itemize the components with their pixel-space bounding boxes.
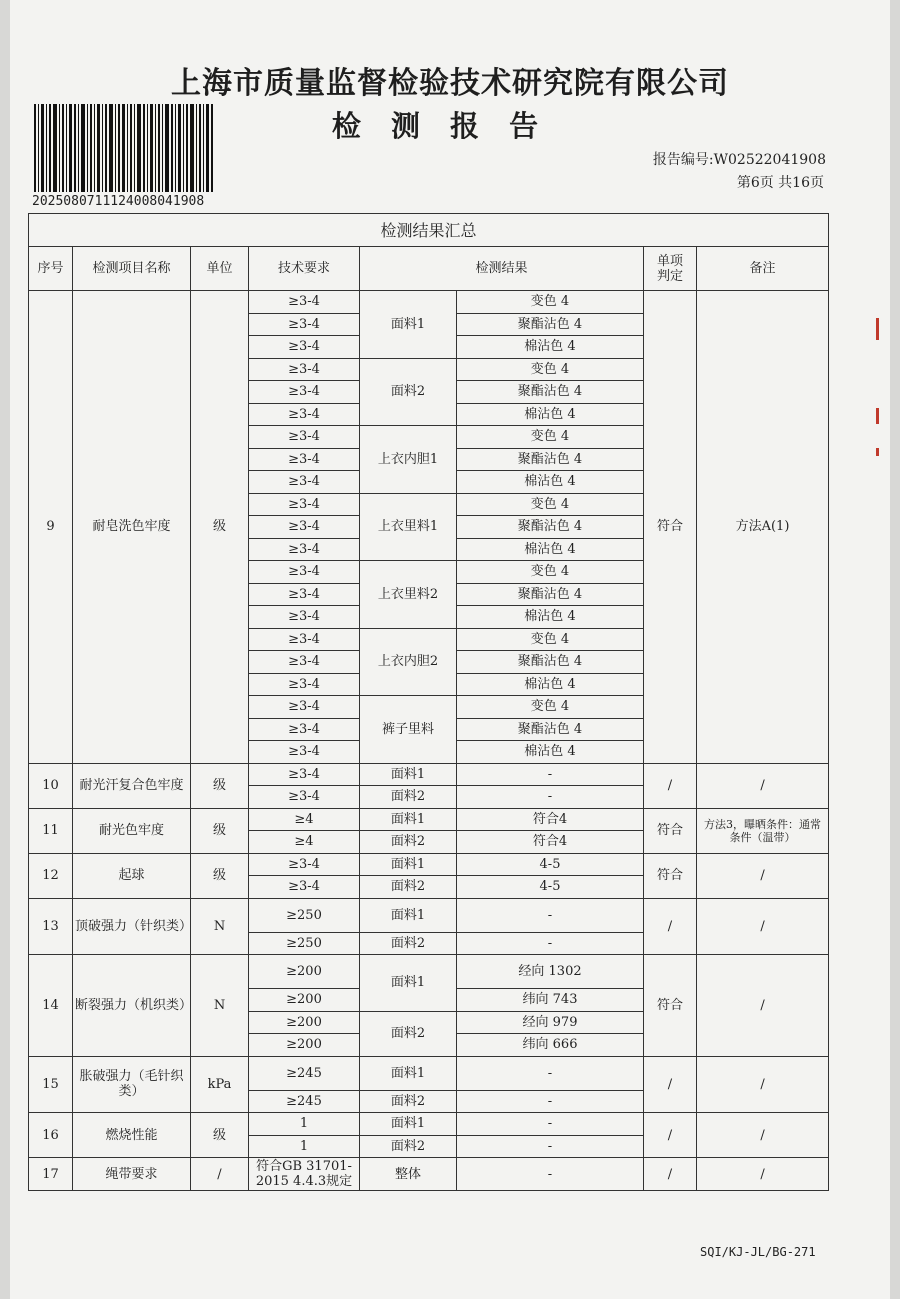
judgement-cell: 符合: [644, 853, 697, 898]
result-cell: -: [457, 1056, 644, 1090]
sample-cell: 裤子里料: [360, 696, 457, 764]
stamp-mark: [876, 448, 879, 456]
result-cell: -: [457, 932, 644, 955]
sample-cell: 面料2: [360, 1090, 457, 1113]
result-cell: -: [457, 898, 644, 932]
judgement-cell: 符合: [644, 808, 697, 853]
page-info: 第6页 共16页: [736, 175, 824, 191]
seq-cell: 13: [29, 898, 73, 955]
note-cell: /: [697, 853, 829, 898]
unit-cell: /: [191, 1158, 249, 1191]
sample-cell: 面料2: [360, 358, 457, 426]
requirement-cell: ≥3-4: [249, 696, 360, 719]
item-name-cell: 燃烧性能: [73, 1113, 191, 1158]
header-unit: 单位: [191, 247, 249, 291]
result-cell: 棉沾色 4: [457, 336, 644, 359]
seq-cell: 16: [29, 1113, 73, 1158]
barcode-number: 2025080711124008041908: [32, 194, 205, 209]
result-cell: 棉沾色 4: [457, 673, 644, 696]
note-cell: /: [697, 1113, 829, 1158]
seq-cell: 10: [29, 763, 73, 808]
result-cell: 4-5: [457, 853, 644, 876]
requirement-cell: ≥3-4: [249, 313, 360, 336]
unit-cell: 级: [191, 1113, 249, 1158]
sample-cell: 面料1: [360, 955, 457, 1012]
result-cell: 变色 4: [457, 358, 644, 381]
result-cell: 经向 979: [457, 1011, 644, 1034]
judgement-cell: /: [644, 1158, 697, 1191]
report-page: [10, 0, 890, 1299]
requirement-cell: ≥3-4: [249, 741, 360, 764]
table-caption: 检测结果汇总: [29, 214, 829, 247]
note-cell: 方法3，曝晒条件：通常条件（温带）: [697, 808, 829, 853]
result-cell: 聚酯沾色 4: [457, 651, 644, 674]
result-cell: 棉沾色 4: [457, 606, 644, 629]
result-cell: 符合4: [457, 808, 644, 831]
item-name-cell: 起球: [73, 853, 191, 898]
header-item: 检测项目名称: [73, 247, 191, 291]
result-cell: -: [457, 1135, 644, 1158]
judgement-cell: /: [644, 763, 697, 808]
result-cell: 符合4: [457, 831, 644, 854]
report-title: 检 测 报 告: [331, 109, 549, 143]
unit-cell: N: [191, 898, 249, 955]
header-judgement: 单项 判定: [644, 247, 697, 291]
seq-cell: 11: [29, 808, 73, 853]
sample-cell: 面料1: [360, 853, 457, 876]
requirement-cell: ≥250: [249, 932, 360, 955]
result-cell: 经向 1302: [457, 955, 644, 989]
requirement-cell: ≥3-4: [249, 291, 360, 314]
result-cell: 变色 4: [457, 696, 644, 719]
requirement-cell: ≥4: [249, 831, 360, 854]
judgement-cell: 符合: [644, 291, 697, 764]
report-number: 报告编号:W02522041908: [652, 152, 826, 168]
requirement-cell: 符合GB 31701-2015 4.4.3规定: [249, 1158, 360, 1191]
sample-cell: 上衣里料2: [360, 561, 457, 629]
requirement-cell: ≥245: [249, 1056, 360, 1090]
result-cell: 纬向 743: [457, 989, 644, 1012]
requirement-cell: ≥200: [249, 1034, 360, 1057]
requirement-cell: ≥3-4: [249, 426, 360, 449]
sample-cell: 面料2: [360, 1135, 457, 1158]
result-cell: 变色 4: [457, 561, 644, 584]
item-name-cell: 耐光汗复合色牢度: [73, 763, 191, 808]
requirement-cell: ≥3-4: [249, 583, 360, 606]
seq-cell: 14: [29, 955, 73, 1057]
requirement-cell: ≥250: [249, 898, 360, 932]
requirement-cell: ≥3-4: [249, 651, 360, 674]
requirement-cell: ≥3-4: [249, 718, 360, 741]
sample-cell: 面料1: [360, 291, 457, 359]
result-cell: -: [457, 1158, 644, 1191]
requirement-cell: ≥4: [249, 808, 360, 831]
result-cell: 棉沾色 4: [457, 741, 644, 764]
sample-cell: 面料2: [360, 1011, 457, 1056]
sample-cell: 面料1: [360, 898, 457, 932]
requirement-cell: ≥3-4: [249, 471, 360, 494]
sample-cell: 面料1: [360, 1056, 457, 1090]
requirement-cell: ≥3-4: [249, 763, 360, 786]
header-result: 检测结果: [360, 247, 644, 291]
header-requirement: 技术要求: [249, 247, 360, 291]
requirement-cell: ≥200: [249, 1011, 360, 1034]
unit-cell: 级: [191, 291, 249, 764]
sample-cell: 上衣内胆1: [360, 426, 457, 494]
note-cell: /: [697, 955, 829, 1057]
result-cell: 4-5: [457, 876, 644, 899]
result-cell: 棉沾色 4: [457, 538, 644, 561]
result-cell: 棉沾色 4: [457, 471, 644, 494]
sample-cell: 面料2: [360, 786, 457, 809]
sample-cell: 面料1: [360, 763, 457, 786]
note-cell: /: [697, 1056, 829, 1113]
sample-cell: 面料1: [360, 808, 457, 831]
sample-cell: 面料2: [360, 831, 457, 854]
note-cell: /: [697, 763, 829, 808]
requirement-cell: ≥200: [249, 989, 360, 1012]
judgement-cell: /: [644, 898, 697, 955]
requirement-cell: ≥3-4: [249, 381, 360, 404]
requirement-cell: ≥3-4: [249, 786, 360, 809]
sample-cell: 上衣里料1: [360, 493, 457, 561]
item-name-cell: 绳带要求: [73, 1158, 191, 1191]
seq-cell: 15: [29, 1056, 73, 1113]
judgement-cell: /: [644, 1056, 697, 1113]
note-cell: /: [697, 1158, 829, 1191]
requirement-cell: 1: [249, 1135, 360, 1158]
requirement-cell: ≥3-4: [249, 853, 360, 876]
result-cell: 聚酯沾色 4: [457, 381, 644, 404]
result-cell: -: [457, 763, 644, 786]
unit-cell: 级: [191, 853, 249, 898]
result-cell: 变色 4: [457, 493, 644, 516]
stamp-mark: [876, 408, 879, 424]
barcode-image: [34, 104, 214, 192]
form-code: SQI/KJ-JL/BG-271: [700, 1245, 816, 1259]
requirement-cell: ≥3-4: [249, 538, 360, 561]
header-note: 备注: [697, 247, 829, 291]
results-table-container: [28, 213, 828, 1191]
unit-cell: 级: [191, 763, 249, 808]
result-cell: -: [457, 1090, 644, 1113]
requirement-cell: ≥3-4: [249, 606, 360, 629]
requirement-cell: ≥3-4: [249, 628, 360, 651]
requirement-cell: ≥3-4: [249, 673, 360, 696]
organization-name: 上海市质量监督检验技术研究院有限公司: [171, 66, 729, 101]
seq-cell: 12: [29, 853, 73, 898]
item-name-cell: 耐皂洗色牢度: [73, 291, 191, 764]
result-cell: 纬向 666: [457, 1034, 644, 1057]
unit-cell: N: [191, 955, 249, 1057]
unit-cell: kPa: [191, 1056, 249, 1113]
requirement-cell: ≥3-4: [249, 448, 360, 471]
item-name-cell: 断裂强力（机织类）: [73, 955, 191, 1057]
header-seq: 序号: [29, 247, 73, 291]
unit-cell: 级: [191, 808, 249, 853]
result-cell: 聚酯沾色 4: [457, 583, 644, 606]
note-cell: /: [697, 898, 829, 955]
item-name-cell: 耐光色牢度: [73, 808, 191, 853]
requirement-cell: 1: [249, 1113, 360, 1136]
result-cell: 聚酯沾色 4: [457, 313, 644, 336]
requirement-cell: ≥3-4: [249, 336, 360, 359]
result-cell: 变色 4: [457, 291, 644, 314]
sample-cell: 面料2: [360, 932, 457, 955]
judgement-cell: 符合: [644, 955, 697, 1057]
requirement-cell: ≥3-4: [249, 516, 360, 539]
result-cell: 变色 4: [457, 628, 644, 651]
sample-cell: 面料1: [360, 1113, 457, 1136]
sample-cell: 面料2: [360, 876, 457, 899]
requirement-cell: ≥3-4: [249, 561, 360, 584]
result-cell: 聚酯沾色 4: [457, 448, 644, 471]
sample-cell: 整体: [360, 1158, 457, 1191]
result-cell: 变色 4: [457, 426, 644, 449]
result-cell: 棉沾色 4: [457, 403, 644, 426]
results-table: [28, 213, 829, 1191]
requirement-cell: ≥3-4: [249, 403, 360, 426]
judgement-cell: /: [644, 1113, 697, 1158]
item9-rows: [29, 291, 829, 764]
result-cell: 聚酯沾色 4: [457, 718, 644, 741]
result-cell: -: [457, 1113, 644, 1136]
stamp-mark: [876, 318, 879, 340]
sample-cell: 上衣内胆2: [360, 628, 457, 696]
item-name-cell: 顶破强力（针织类）: [73, 898, 191, 955]
table-row: [29, 291, 829, 314]
result-cell: 聚酯沾色 4: [457, 516, 644, 539]
seq-cell: 17: [29, 1158, 73, 1191]
seq-cell: 9: [29, 291, 73, 764]
item-name-cell: 胀破强力（毛针织类）: [73, 1056, 191, 1113]
requirement-cell: ≥3-4: [249, 876, 360, 899]
result-cell: -: [457, 786, 644, 809]
requirement-cell: ≥245: [249, 1090, 360, 1113]
note-cell: 方法A(1): [697, 291, 829, 764]
requirement-cell: ≥3-4: [249, 493, 360, 516]
requirement-cell: ≥3-4: [249, 358, 360, 381]
requirement-cell: ≥200: [249, 955, 360, 989]
